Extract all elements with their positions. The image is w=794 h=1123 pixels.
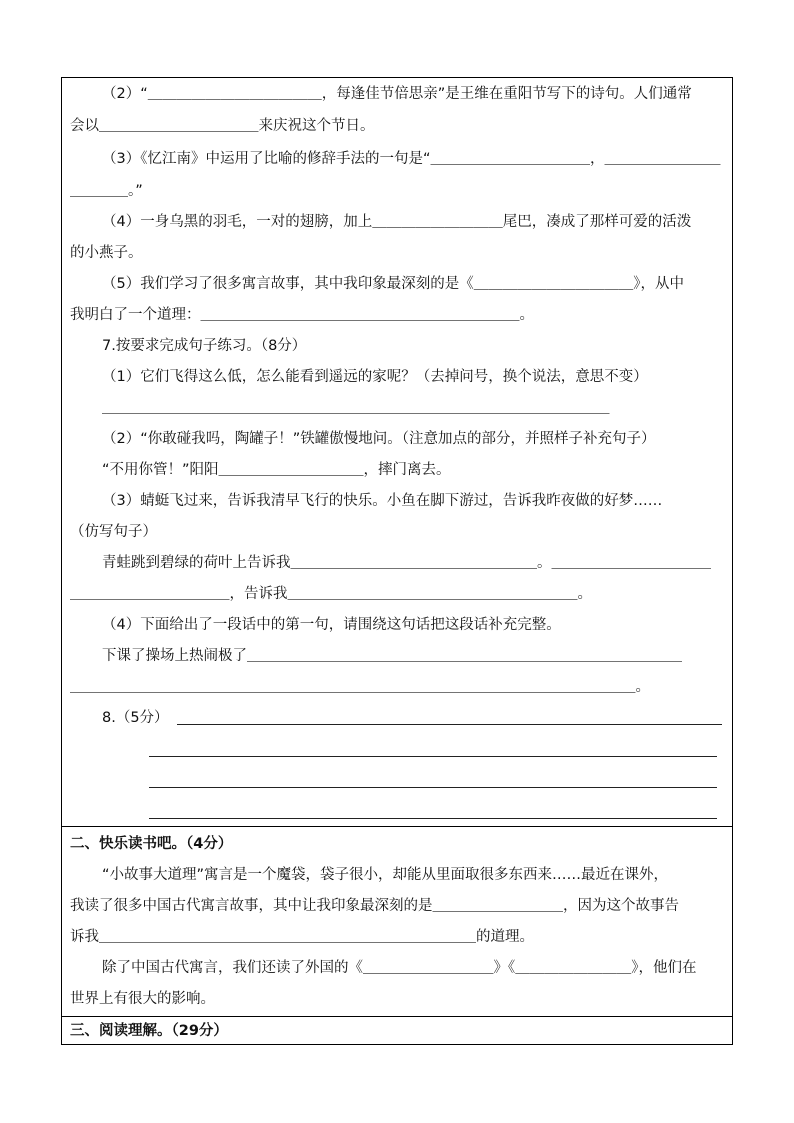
section2-para-line5: 世界上有很大的影响。	[70, 991, 215, 1007]
q6-item3-line2: ＿＿＿＿。”	[70, 183, 143, 199]
q7-s4-fill1[interactable]: 下课了操场上热闹极了＿＿＿＿＿＿＿＿＿＿＿＿＿＿＿＿＿＿＿＿＿＿＿＿＿＿＿＿＿＿	[102, 648, 682, 664]
q6-item2-line2: 会以＿＿＿＿＿＿＿＿＿＿＿来庆祝这个节日。	[70, 118, 375, 134]
q6-item4-line2: 的小燕子。	[70, 245, 143, 261]
q8-answer-line-3[interactable]	[149, 787, 717, 788]
q7-s3-note: （仿写句子）	[70, 524, 157, 540]
q7-s1-prompt: （1）它们飞得这么低，怎么能看到遥远的家呢？（去掉问号，换个说法，意思不变）	[102, 369, 648, 385]
q7-s4-fill2[interactable]: ＿＿＿＿＿＿＿＿＿＿＿＿＿＿＿＿＿＿＿＿＿＿＿＿＿＿＿＿＿＿＿＿＿＿＿＿＿＿＿。	[70, 679, 650, 695]
q8-label: 8.（5分）	[102, 710, 169, 726]
q8-answer-line-1[interactable]	[177, 724, 722, 725]
q6-item3-line1: （3）《忆江南》中运用了比喻的修辞手法的一句是“＿＿＿＿＿＿＿＿＿＿＿，＿＿＿＿＿＿＿＿	[102, 151, 721, 167]
q8-answer-line-4[interactable]	[149, 818, 717, 819]
section2-para-line1: “小故事大道理”寓言是一个魔袋，袋子很小，却能从里面取很多东西来……最近在课外，	[102, 867, 669, 883]
q7-s3-fill1[interactable]: 青蛙跳到碧绿的荷叶上告诉我＿＿＿＿＿＿＿＿＿＿＿＿＿＿＿＿＿。＿＿＿＿＿＿＿＿＿＿＿	[102, 555, 711, 571]
q6-item5-line1: （5）我们学习了很多寓言故事，其中我印象最深刻的是《＿＿＿＿＿＿＿＿＿＿＿》，从中	[102, 276, 684, 292]
exam-table	[61, 77, 733, 1045]
q7-s2-prompt: （2）“你敢碰我吗，陶罐子！”铁罐傲慢地问。（注意加点的部分，并照样子补充句子）	[102, 431, 656, 447]
q7-s1-blank[interactable]: ＿＿＿＿＿＿＿＿＿＿＿＿＿＿＿＿＿＿＿＿＿＿＿＿＿＿＿＿＿＿＿＿＿＿＿	[102, 400, 610, 416]
section2-para-line3: 诉我＿＿＿＿＿＿＿＿＿＿＿＿＿＿＿＿＿＿＿＿＿＿＿＿＿＿的道理。	[70, 929, 534, 945]
q7-s3-prompt: （3）蜻蜓飞过来，告诉我清早飞行的快乐。小鱼在脚下游过，告诉我昨夜做的好梦……	[102, 493, 663, 509]
q6-item5-line2: 我明白了一个道理：＿＿＿＿＿＿＿＿＿＿＿＿＿＿＿＿＿＿＿＿＿＿。	[70, 307, 534, 323]
q7-s2-fill[interactable]: “不用你管！”阳阳＿＿＿＿＿＿＿＿＿＿，摔门离去。	[102, 462, 451, 478]
q7-s4-prompt: （4）下面给出了一段话中的第一句，请围绕这句话把这段话补充完整。	[102, 617, 561, 633]
q7-s3-fill2[interactable]: ＿＿＿＿＿＿＿＿＿＿＿，告诉我＿＿＿＿＿＿＿＿＿＿＿＿＿＿＿＿＿＿＿＿。	[70, 586, 592, 602]
section2-title: 二、快乐读书吧。（4分）	[70, 836, 233, 852]
q8-answer-line-2[interactable]	[149, 756, 717, 757]
section3-title: 三、阅读理解。（29分）	[70, 1023, 228, 1039]
q6-item4-line1: （4）一身乌黑的羽毛，一对的翅膀，加上＿＿＿＿＿＿＿＿＿尾巴，凑成了那样可爱的活泼	[102, 214, 692, 230]
q6-item2-line1: （2）“＿＿＿＿＿＿＿＿＿＿＿＿，每逢佳节倍思亲”是王维在重阳节写下的诗句。人们通常	[102, 86, 692, 102]
section-divider	[62, 1016, 732, 1017]
section-divider	[62, 826, 732, 827]
section2-para-line4: 除了中国古代寓言，我们还读了外国的《＿＿＿＿＿＿＿＿＿》《＿＿＿＿＿＿＿＿》，他们在	[102, 960, 697, 976]
section2-para-line2: 我读了很多中国古代寓言故事，其中让我印象最深刻的是＿＿＿＿＿＿＿＿＿，因为这个故事告	[70, 898, 679, 914]
q7-title: 7.按要求完成句子练习。（8分）	[102, 338, 307, 354]
